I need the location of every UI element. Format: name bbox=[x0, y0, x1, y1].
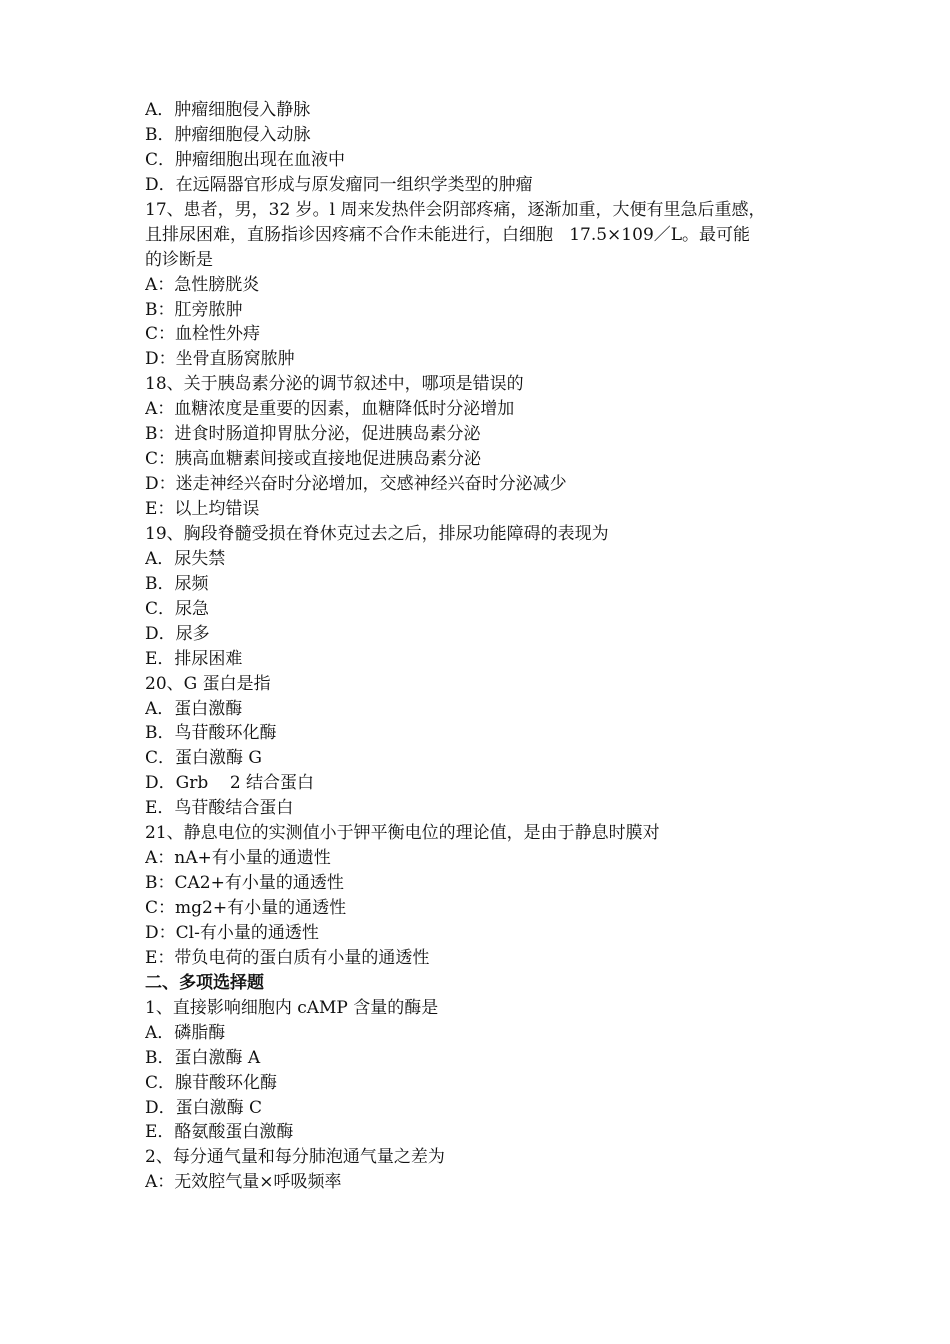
text-line: B．尿频 bbox=[145, 573, 209, 594]
document-page bbox=[145, 98, 825, 1195]
text-line: D．Grb 2 结合蛋白 bbox=[145, 773, 315, 794]
text-line: E：带负电荷的蛋白质有小量的通透性 bbox=[145, 947, 430, 968]
text-line: E：以上均错误 bbox=[145, 499, 260, 519]
text-line: C．蛋白激酶 G bbox=[145, 748, 262, 769]
text-line: E．酪氨酸蛋白激酶 bbox=[145, 1122, 294, 1143]
text-line: A．磷脂酶 bbox=[145, 1022, 226, 1043]
text-line: C：胰高血糖素间接或直接地促进胰岛素分泌 bbox=[145, 449, 482, 470]
text-line: D．在远隔器官形成与原发瘤同一组织学类型的肿瘤 bbox=[145, 174, 533, 195]
text-line: B．肿瘤细胞侵入动脉 bbox=[145, 124, 311, 145]
text-line: E．鸟苷酸结合蛋白 bbox=[145, 798, 294, 819]
text-line: D：坐骨直肠窝脓肿 bbox=[145, 349, 295, 370]
text-line: C．腺苷酸环化酶 bbox=[145, 1072, 278, 1093]
text-line: B．鸟苷酸环化酶 bbox=[145, 723, 277, 744]
text-line: D：Cl-有小量的通透性 bbox=[145, 922, 319, 943]
text-line: 且排尿困难，直肠指诊因疼痛不合作未能进行，白细胞 17.5×109／L。最可能 bbox=[145, 224, 751, 245]
section-heading: 二、多项选择题 bbox=[145, 972, 264, 993]
text-line: C：血栓性外痔 bbox=[145, 324, 261, 345]
text-line: B：CA2+有小量的通透性 bbox=[145, 873, 344, 894]
text-line: B：肛旁脓肿 bbox=[145, 299, 243, 320]
text-line: 19、胸段脊髓受损在脊休克过去之后，排尿功能障碍的表现为 bbox=[145, 523, 609, 544]
text-line: B．蛋白激酶 A bbox=[145, 1047, 261, 1068]
text-line: D．尿多 bbox=[145, 623, 210, 644]
text-line: A：无效腔气量×呼吸频率 bbox=[145, 1172, 342, 1193]
text-line: 的诊断是 bbox=[145, 249, 213, 270]
text-line: A．尿失禁 bbox=[145, 548, 226, 569]
text-line: A：nA+有小量的通遗性 bbox=[145, 848, 331, 869]
text-line: 17、患者，男，32 岁。l 周来发热伴会阴部疼痛，逐渐加重，大便有里急后重感， bbox=[145, 199, 766, 220]
text-line: B：进食时肠道抑胃肽分泌，促进胰岛素分泌 bbox=[145, 424, 481, 445]
text-line: 18、关于胰岛素分泌的调节叙述中，哪项是错误的 bbox=[145, 374, 524, 395]
text-line: A．肿瘤细胞侵入静脉 bbox=[145, 100, 311, 120]
text-line: A．蛋白激酶 bbox=[145, 698, 243, 719]
text-line: C：mg2+有小量的通透性 bbox=[145, 898, 347, 918]
text-line: D：迷走神经兴奋时分泌增加，交感神经兴奋时分泌减少 bbox=[145, 474, 567, 495]
text-line: E．排尿困难 bbox=[145, 648, 243, 669]
text-line: C．肿瘤细胞出现在血液中 bbox=[145, 149, 346, 170]
text-line: 2、每分通气量和每分肺泡通气量之差为 bbox=[145, 1147, 445, 1168]
text-line: 1、直接影响细胞内 cAMP 含量的酶是 bbox=[145, 997, 439, 1018]
text-line: C．尿急 bbox=[145, 598, 210, 619]
text-line: A：血糖浓度是重要的因素，血糖降低时分泌增加 bbox=[145, 399, 515, 420]
text-line: 20、G 蛋白是指 bbox=[145, 673, 271, 694]
text-line: A：急性膀胱炎 bbox=[145, 274, 260, 295]
text-line: D．蛋白激酶 C bbox=[145, 1097, 263, 1118]
text-line: 21、静息电位的实测值小于钾平衡电位的理论值，是由于静息时膜对 bbox=[145, 823, 660, 844]
